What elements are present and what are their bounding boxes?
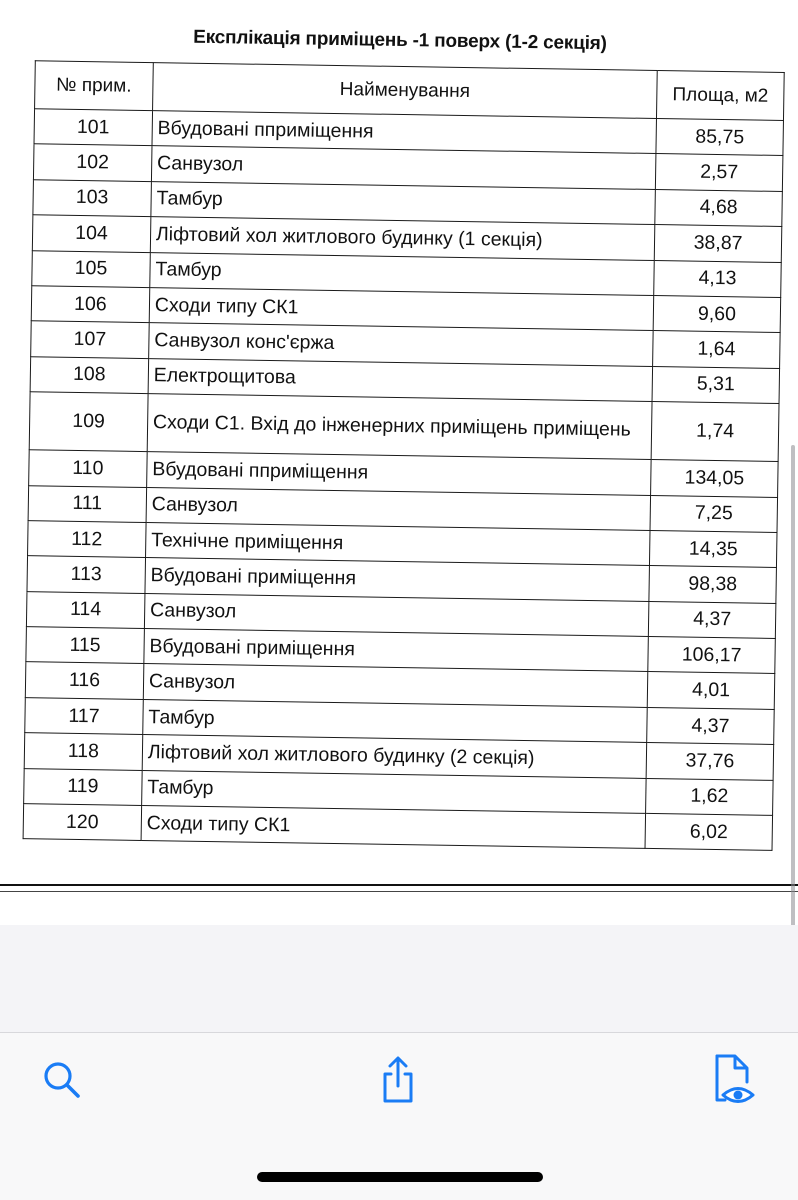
cell-number: 101 <box>34 109 152 146</box>
cell-name: Електрощитова <box>148 358 653 401</box>
cell-name: Тамбур <box>143 699 648 742</box>
cell-number: 116 <box>25 662 143 699</box>
explication-table <box>23 60 785 851</box>
cell-name: Сходи С1. Вхід до інженерних приміщень приміщень <box>147 394 652 460</box>
cell-area: 106,17 <box>648 637 775 674</box>
search-button[interactable] <box>32 1052 92 1112</box>
cell-area: 1,62 <box>646 778 773 815</box>
cell-number: 106 <box>31 286 149 323</box>
cell-area: 98,38 <box>649 566 776 603</box>
cell-number: 120 <box>23 804 141 841</box>
cell-area: 4,01 <box>647 672 774 709</box>
cell-name: Вбудовані ппримiщення <box>147 452 652 495</box>
search-icon <box>40 1058 84 1107</box>
page-gap <box>0 925 798 1032</box>
document-title: Експлікація приміщень -1 поверх (1-2 секція) <box>193 26 607 55</box>
cell-area: 85,75 <box>656 119 783 156</box>
cell-name: Сходи типу СК1 <box>149 288 654 331</box>
cell-number: 113 <box>27 556 145 593</box>
page-divider-line-secondary <box>0 891 798 892</box>
cell-number: 117 <box>25 698 143 735</box>
cell-area: 14,35 <box>650 530 777 567</box>
cell-name: Технічне приміщення <box>145 522 650 565</box>
cell-area: 4,37 <box>647 707 774 744</box>
cell-name: Ліфтовий хол житлового будинку (2 секція) <box>142 735 647 778</box>
header-name: Найменування <box>152 63 657 119</box>
cell-number: 119 <box>24 768 142 805</box>
cell-area: 1,64 <box>653 331 780 368</box>
cell-number: 108 <box>30 356 148 393</box>
cell-name: Вбудовані приміщення <box>144 629 649 672</box>
cell-area: 7,25 <box>650 495 777 532</box>
cell-area: 4,37 <box>648 601 775 638</box>
cell-number: 107 <box>31 321 149 358</box>
cell-name: Санвузол <box>144 593 649 636</box>
cell-number: 103 <box>33 180 151 217</box>
cell-name: Ліфтовий хол житлового будинку (1 секція) <box>150 217 655 260</box>
share-icon <box>376 1055 420 1110</box>
cell-number: 112 <box>28 521 146 558</box>
cell-name: Санвузол конс'єржа <box>149 323 654 366</box>
cell-number: 114 <box>26 591 144 628</box>
cell-number: 115 <box>26 627 144 664</box>
cell-number: 102 <box>33 144 151 181</box>
header-number: № прим. <box>35 61 154 111</box>
cell-area: 37,76 <box>646 743 773 780</box>
preview-button[interactable] <box>702 1052 762 1112</box>
cell-area: 4,13 <box>654 260 781 297</box>
share-button[interactable] <box>368 1052 428 1112</box>
cell-area: 4,68 <box>655 189 782 226</box>
cell-area: 2,57 <box>655 154 782 191</box>
cell-area: 5,31 <box>652 366 779 403</box>
cell-number: 109 <box>29 392 148 452</box>
cell-number: 111 <box>28 485 146 522</box>
cell-area: 134,05 <box>651 460 778 497</box>
cell-name: Тамбур <box>151 181 656 224</box>
cell-name: Санвузол <box>146 487 651 530</box>
cell-name: Тамбур <box>150 252 655 295</box>
cell-number: 105 <box>32 250 150 287</box>
cell-name: Тамбур <box>142 770 647 813</box>
page-divider-line <box>0 884 798 886</box>
cell-number: 104 <box>32 215 150 252</box>
cell-number: 110 <box>29 450 147 487</box>
home-indicator[interactable] <box>257 1172 543 1182</box>
cell-name: Санвузол <box>143 664 648 707</box>
cell-area: 1,74 <box>651 402 779 462</box>
table-body <box>23 109 783 851</box>
cell-area: 9,60 <box>653 295 780 332</box>
cell-area: 6,02 <box>645 813 772 850</box>
document-preview-icon <box>707 1052 757 1113</box>
cell-name: Вбудовані ппримiщення <box>152 111 657 154</box>
header-area: Площа, м2 <box>657 71 785 121</box>
cell-name: Вбудовані приміщення <box>145 558 650 601</box>
cell-name: Санвузол <box>151 146 656 189</box>
cell-area: 38,87 <box>654 225 781 262</box>
cell-number: 118 <box>24 733 142 770</box>
cell-name: Сходи типу СК1 <box>141 806 646 849</box>
